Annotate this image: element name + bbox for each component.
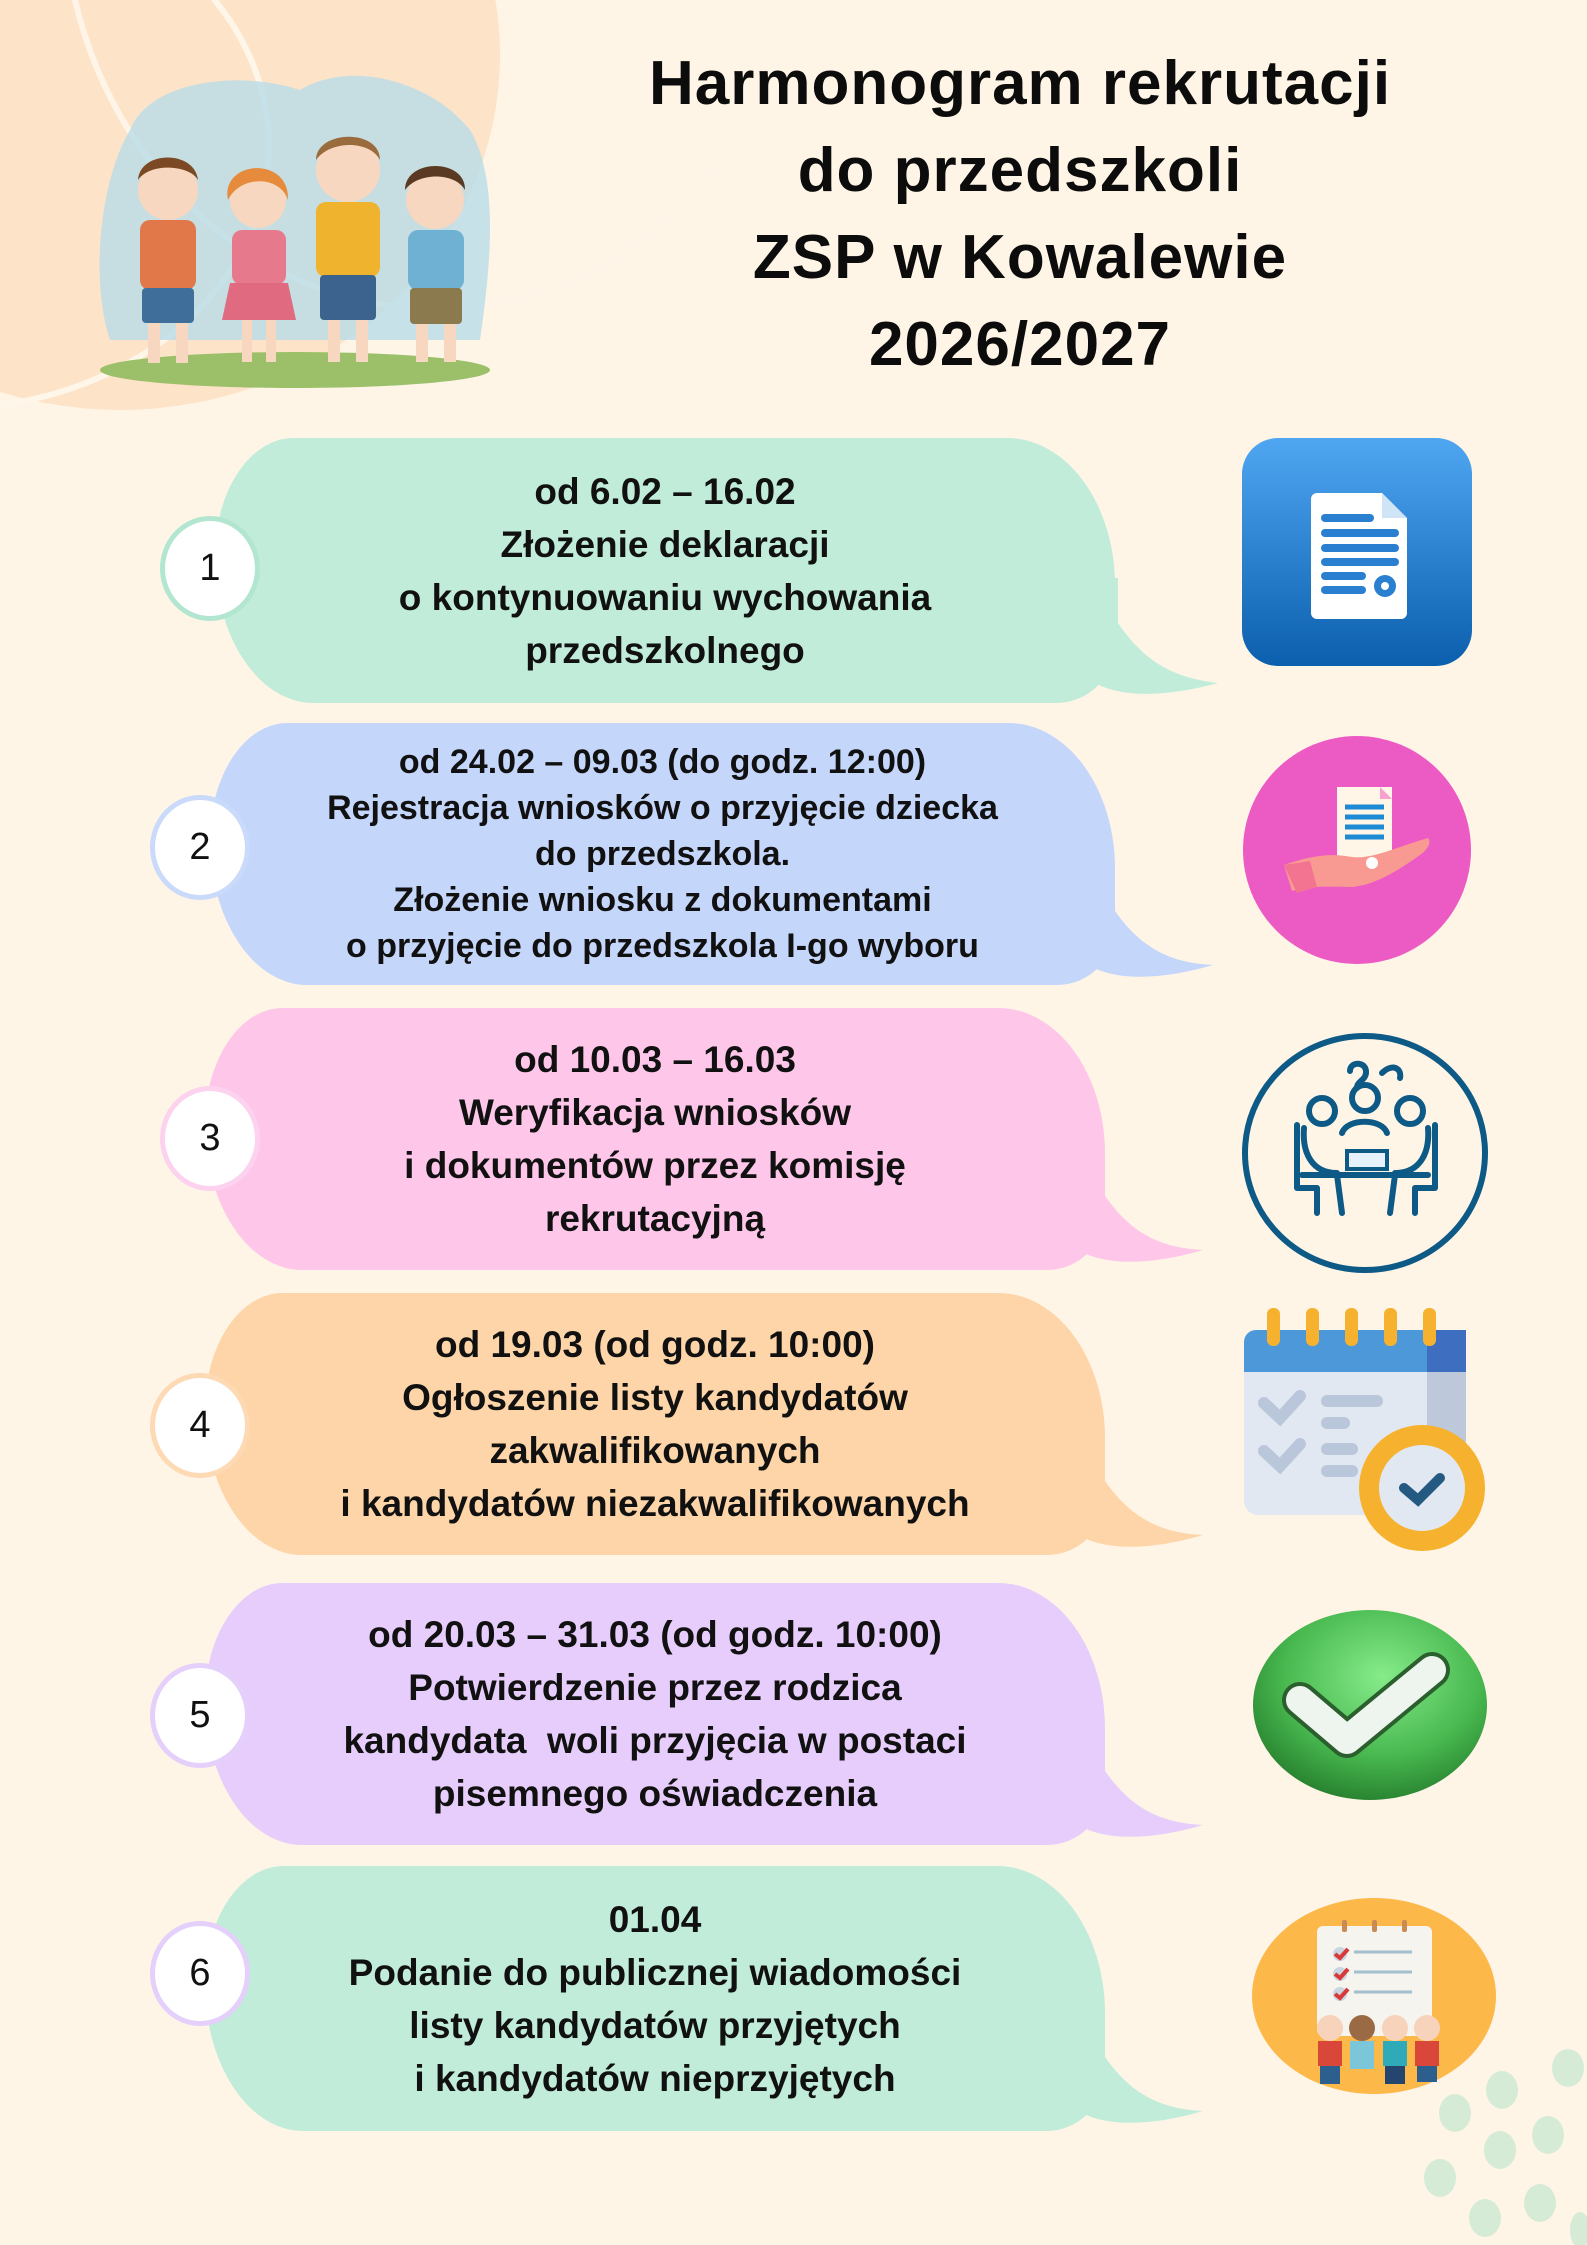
step-date: od 19.03 (od godz. 10:00) — [435, 1324, 875, 1365]
step-text: Złożenie deklaracji — [500, 523, 830, 565]
step-date: od 10.03 – 16.03 — [514, 1039, 796, 1080]
step-bubble — [205, 1583, 1105, 1845]
step-date: od 24.02 – 09.03 (do godz. 12:00) — [398, 743, 927, 781]
title-line: Harmonogram rekrutacji — [648, 49, 1392, 118]
step-number-badge: 6 — [150, 1921, 250, 2026]
step-text: o kontynuowaniu wychowania — [398, 576, 932, 618]
step-text: i kandydatów nieprzyjętych — [414, 2057, 896, 2099]
bubble-tail — [1035, 1723, 1205, 1845]
step-text: Rejestracja wniosków o przyjęcie dziecka — [327, 789, 998, 827]
step-date: 01.04 — [608, 1898, 702, 1940]
step-text: zakwalifikowanych — [489, 1430, 821, 1471]
step-text: Złożenie wniosku z dokumentami — [393, 881, 932, 919]
step-text: przedszkolnego — [525, 629, 805, 671]
green-checkmark-icon — [1252, 1605, 1492, 1805]
bubble-tail — [1045, 863, 1215, 985]
step-bubble — [205, 1008, 1105, 1270]
step-text: Weryfikacja wniosków — [458, 1092, 852, 1133]
bubble-tail — [1035, 2009, 1205, 2131]
document-certificate-icon — [1242, 438, 1472, 668]
step-text: listy kandydatów przyjętych — [409, 2004, 901, 2046]
bubble-tail — [1035, 1148, 1205, 1270]
title-line: do przedszkoli — [797, 136, 1243, 205]
step-text: i kandydatów niezakwalifikowanych — [340, 1483, 970, 1524]
step-text: Podanie do publicznej wiadomości — [348, 1951, 962, 1993]
step-number-badge: 4 — [150, 1373, 250, 1478]
step-text: o przyjęcie do przedszkola I-go wyboru — [346, 927, 979, 965]
step-number-badge: 5 — [150, 1663, 250, 1768]
step-text: rekrutacyjną — [544, 1198, 766, 1239]
step-text: Potwierdzenie przez rodzica — [408, 1667, 902, 1708]
checklist-children-icon — [1252, 1896, 1497, 2096]
bubble-tail — [1050, 578, 1220, 703]
hand-holding-document-icon — [1242, 735, 1472, 965]
step-bubble — [205, 1866, 1105, 2131]
page-title — [470, 40, 1570, 388]
step-number-badge: 3 — [160, 1086, 260, 1191]
step-number-badge: 2 — [150, 795, 250, 900]
step-text: pisemnego oświadczenia — [432, 1773, 878, 1814]
step-date: od 6.02 – 16.02 — [534, 470, 796, 512]
step-text: Ogłoszenie listy kandydatów — [402, 1377, 908, 1418]
step-text: do przedszkola. — [534, 835, 791, 873]
bubble-tail — [1035, 1433, 1205, 1555]
step-bubble — [205, 1293, 1105, 1555]
step-number-badge: 1 — [160, 516, 260, 621]
calendar-clock-icon — [1242, 1308, 1492, 1558]
step-text: kandydata woli przyjęcia w postaci — [343, 1720, 967, 1761]
title-line: ZSP w Kowalewie — [752, 223, 1288, 292]
step-date: od 20.03 – 31.03 (od godz. 10:00) — [368, 1614, 942, 1655]
committee-meeting-icon — [1242, 1033, 1492, 1273]
step-bubble — [215, 438, 1115, 703]
step-bubble — [210, 723, 1115, 985]
title-line: 2026/2027 — [868, 310, 1172, 379]
step-text: i dokumentów przez komisję — [404, 1145, 906, 1186]
children-group-illustration — [90, 40, 500, 400]
